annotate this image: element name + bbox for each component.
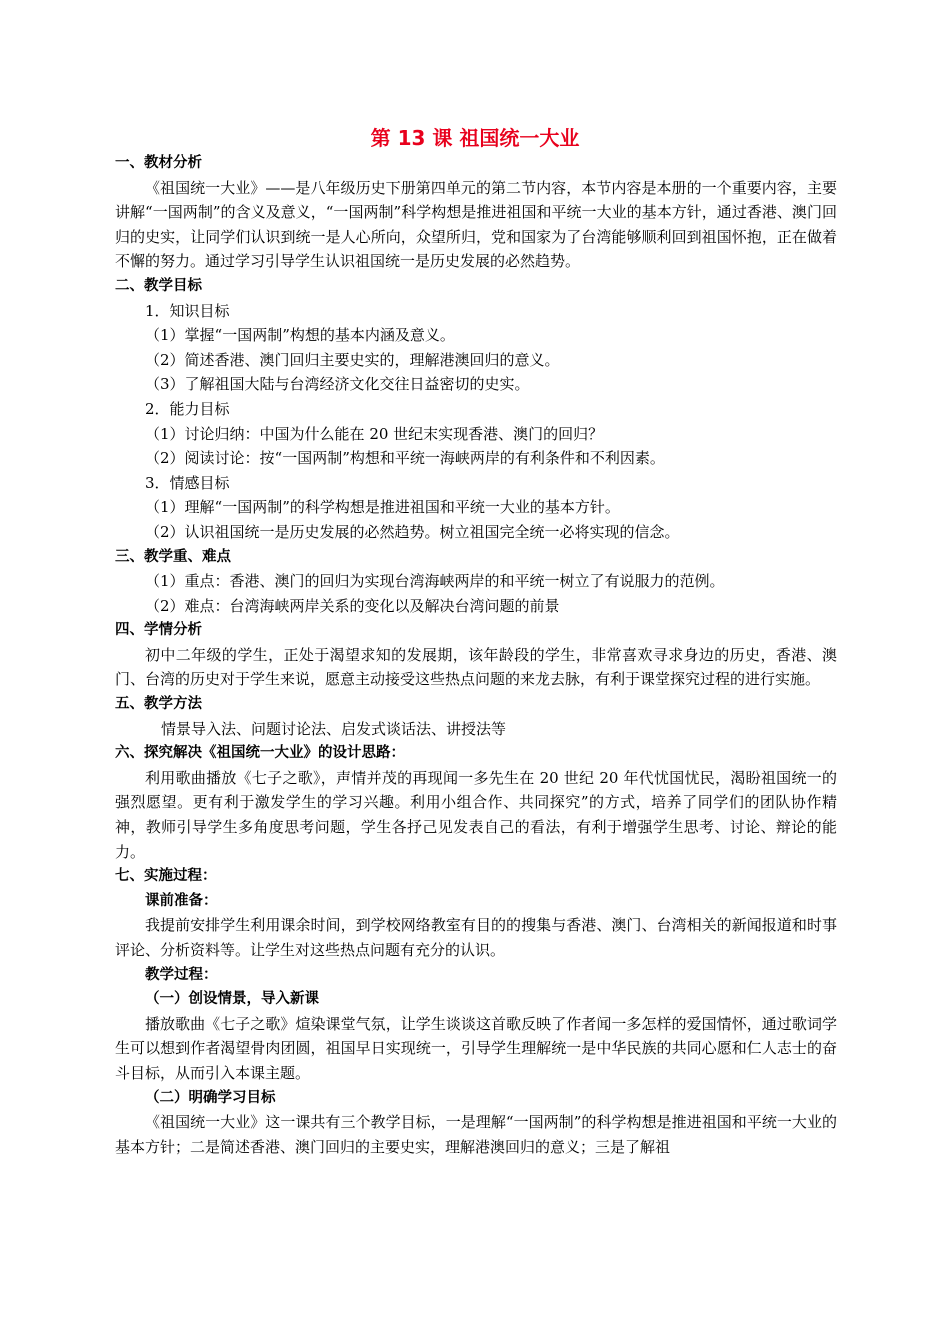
- list-item: （1）理解“一国两制”的科学构想是推进祖国和平统一大业的基本方针。: [145, 498, 620, 517]
- section-heading: 四、学情分析: [115, 622, 202, 639]
- page-title: 第 13 课 祖国统一大业: [370, 126, 580, 150]
- list-item: （2）难点：台湾海峡两岸关系的变化以及解决台湾问题的前景: [145, 596, 560, 615]
- subsection-title: 1．知识目标: [145, 301, 230, 320]
- section-heading: 三、教学重、难点: [115, 548, 231, 565]
- paragraph: 播放歌曲《七子之歌》煊染课堂气氛，让学生谈谈这首歌反映了作者闻一多怎样的爱国情怀，通过歌词学生可以想到作者渴望骨肉团圆，祖国早日实现统一，引导学生理解统一是中华民族的共同心愿和仁人志士的奋斗目标，从而引入本课主题。: [115, 1014, 837, 1082]
- paragraph: 《祖国统一大业》这一课共有三个教学目标，一是理解“一国两制”的科学构想是推进祖国和平统一大业的基本方针；二是简述香港、澳门回归的主要史实，理解港澳回归的意义；三是了解祖: [115, 1113, 837, 1156]
- subsection-title: （一）创设情景，导入新课: [145, 991, 319, 1008]
- paragraph: 我提前安排学生利用课余时间，到学校网络教室有目的的搜集与香港、澳门、台湾相关的新闻报道和时事评论、分析资料等。让学生对这些热点问题有充分的认识。: [115, 916, 837, 959]
- list-item: （3）了解祖国大陆与台湾经济文化交往日益密切的史实。: [145, 375, 530, 394]
- list-item: （2）简述香港、澳门回归主要史实的，理解港澳回归的意义。: [145, 350, 560, 369]
- subsection-title: （二）明确学习目标: [145, 1089, 276, 1106]
- paragraph: 初中二年级的学生，正处于渴望求知的发展期，该年龄段的学生，非常喜欢寻求身边的历史，香港、澳门、台湾的历史对于学生来说，愿意主动接受这些热点问题的来龙去脉，有利于课堂探究过程的进行实施。: [115, 645, 837, 689]
- paragraph: 情景导入法、问题讨论法、启发式谈话法、讲授法等: [161, 719, 507, 738]
- list-item: （2）认识祖国统一是历史发展的必然趋势。树立祖国完全统一必将实现的信念。: [145, 522, 680, 541]
- section-heading: 七、实施过程：: [115, 868, 217, 885]
- subsection-title: 2．能力目标: [145, 399, 230, 418]
- subsection-title: 3．情感目标: [145, 473, 230, 492]
- section-heading: 一、教材分析: [115, 155, 202, 171]
- paragraph: 《祖国统一大业》——是八年级历史下册第四单元的第二节内容，本节内容是本册的一个重要内容，主要讲解“一国两制”的含义及意义，“一国两制”科学构想是推进祖国和平统一大业的基本方针，通过香港、澳门回归的史实，让同学们认识到统一是人心所向，众望所归，党和国家为了台湾能够顺利回到祖国怀抱，正在做着不懈的努力。通过学习引导学生认识祖国统一是历史发展的必然趋势。: [115, 178, 837, 271]
- section-heading: 六、探究解决《祖国统一大业》的设计思路：: [115, 745, 405, 762]
- list-item: （1）讨论归纳：中国为什么能在 20 世纪末实现香港、澳门的回归？: [145, 424, 604, 443]
- subsection-title: 课前准备：: [145, 892, 218, 909]
- paragraph: 利用歌曲播放《七子之歌》，声情并茂的再现闻一多先生在 20 世纪 20 年代忧国忧民，渴盼祖国统一的强烈愿望。更有利于激发学生的学习兴趣。利用小组合作、共同探究”的方式，培养了同学们的团队协作精神，教师引导学生多角度思考问题，学生各抒己见发表自己的看法，有利于增强学生思考、讨论、辩论的能力。: [115, 768, 837, 861]
- document-body: [115, 151, 837, 1159]
- section-heading: 二、教学目标: [115, 277, 202, 294]
- list-item: （1）重点：香港、澳门的回归为实现台湾海峡两岸的和平统一树立了有说服力的范例。: [145, 572, 725, 591]
- section-heading: 五、教学方法: [115, 696, 202, 713]
- list-item: （1）掌握“一国两制”构想的基本内涵及意义。: [145, 326, 455, 345]
- list-item: （2）阅读讨论：按“一国两制”构想和平统一海峡两岸的有利条件和不利因素。: [145, 449, 665, 468]
- subsection-title: 教学过程：: [145, 966, 218, 983]
